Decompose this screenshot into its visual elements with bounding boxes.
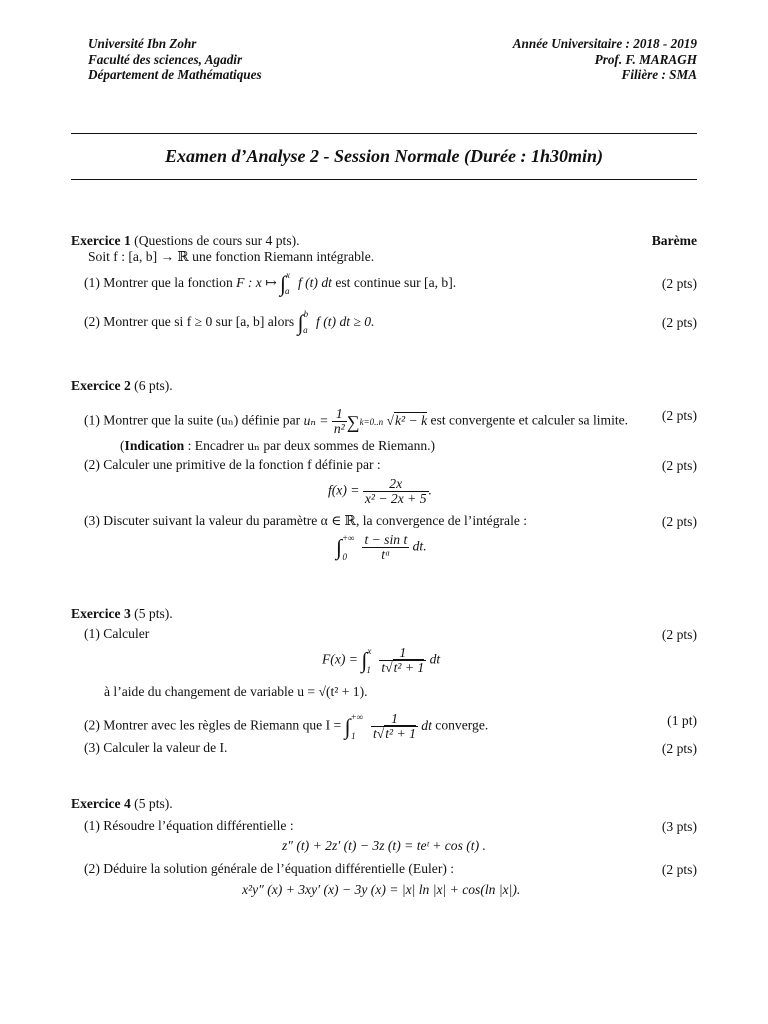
ex4-q1-text-a: Résoudre l’équation différentielle : (103, 818, 294, 833)
ex4-q1-equation: z″ (t) + 2z′ (t) − 3z (t) = teᵗ + cos (t) . (282, 838, 486, 853)
ex2-q3-number: (3) (84, 513, 100, 528)
ex3-q1-formula: F(x) = ∫$^x_1$ $\frac{1}{\text{t√t² + 1}}$ dt (322, 645, 441, 675)
ex4-q2-number: (2) (84, 861, 100, 876)
ex2-q2-points: (2 pts) (661, 458, 697, 473)
ex1-q2-number: (2) (84, 314, 100, 329)
indication-label: Indication (124, 438, 185, 453)
ex4-q2-text-a: Déduire la solution générale de l’équation différentielle (Euler) : (103, 861, 455, 876)
ex1-note: (Questions de cours sur 4 pts). (134, 233, 300, 248)
ex4-q2-equation: x²y″ (x) + 3xy′ (x) − 3y (x) = |x| ln |x| + cos(ln |x|). (242, 882, 521, 897)
ex3-q1-number: (1) (84, 626, 100, 641)
department-name: Département de Mathématiques (88, 67, 262, 82)
ex2-q1-text-b: est convergente et calculer sa limite. (430, 412, 629, 428)
faculty-name: Faculté des sciences, Agadir (88, 51, 243, 67)
ex3-q3-number: (3) (84, 740, 100, 755)
ex2-q1-points: (2 pts) (661, 408, 697, 423)
top-rule (71, 133, 697, 134)
ex3-q2-number: (2) (84, 717, 100, 733)
ex4-q1-number: (1) (84, 818, 100, 833)
university-name: Université Ibn Zohr (88, 36, 197, 51)
header-left (88, 36, 262, 83)
ex1-q1-number: (1) (84, 275, 100, 290)
academic-year: Année Universitaire : 2018 - 2019 (512, 36, 697, 51)
ex3-q1 (84, 626, 149, 642)
ex1-q1-text-a: Montrer que la fonction (103, 275, 233, 290)
ex4-heading: Exercice 4 (71, 796, 131, 811)
ex3-q1-change-of-variable: à l’aide du changement de variable u = √(t² + 1). (104, 684, 368, 699)
exam-title: Examen d’Analyse 2 - Session Normale (Durée : 1h30min) (164, 146, 603, 166)
ex2-q3-points: (2 pts) (661, 514, 697, 529)
ex1-intro: Soit f : [a, b] → ℝ une fonction Riemann intégrable. (88, 249, 375, 264)
ex3-q3 (84, 740, 227, 756)
bottom-rule (71, 179, 697, 180)
ex1-q1-text-b: est continue sur [a, b]. (335, 275, 457, 290)
ex4-heading-line (71, 796, 173, 812)
ex2-q1-text-a: Montrer que la suite (uₙ) définie par (103, 412, 301, 428)
ex1-q2 (84, 309, 375, 335)
ex3-q2-text-b: converge. (435, 717, 489, 733)
ex4-q2-points: (2 pts) (661, 862, 697, 877)
ex1-heading: Exercice 1 (71, 233, 131, 248)
ex2-q2-number: (2) (84, 457, 100, 472)
ex2-q1-number: (1) (84, 412, 100, 428)
ex2-note: (6 pts). (134, 378, 173, 393)
ex3-q3-points: (2 pts) (661, 741, 697, 756)
bareme-label: Barème (651, 233, 697, 248)
ex3-q2-formula: $\int^{+\infty}_1$ $\frac{1}{\text{t√t² + 1}}$ dt (344, 711, 432, 741)
ex1-q2-points: (2 pts) (661, 315, 697, 330)
ex3-note: (5 pts). (134, 606, 173, 621)
filiere: Filière : SMA (621, 67, 697, 82)
ex3-q1-text-a: Calculer (103, 626, 150, 641)
ex2-q3-formula: $\int^{+\infty}_0$ $\frac{\text{t − sin t}}{\text{tᵅ}}$ dt. (336, 532, 427, 562)
ex3-q2 (84, 712, 488, 741)
ex1-heading-line (71, 233, 300, 249)
ex1-q1-points: (2 pts) (661, 276, 697, 291)
ex2-heading: Exercice 2 (71, 378, 131, 393)
ex2-q3-text-a: Discuter suivant la valeur du paramètre α ∈ ℝ, la convergence de l’intégrale : (103, 513, 528, 528)
ex3-q2-text-a: Montrer avec les règles de Riemann que I = (103, 717, 342, 733)
ex4-q1 (84, 818, 294, 834)
professor-name: Prof. F. MARAGH (594, 51, 697, 67)
ex2-indication: (Indication : Encadrer uₙ par deux sommes de Riemann.) (120, 438, 436, 453)
ex3-heading: Exercice 3 (71, 606, 131, 621)
header-right (513, 36, 697, 83)
ex1-q1 (84, 270, 457, 296)
ex4-q1-points: (3 pts) (661, 819, 697, 834)
ex3-q1-points: (2 pts) (661, 627, 697, 642)
ex4-q2 (84, 861, 454, 877)
ex1-q1-formula: F : x ↦ ∫$^x_a$ f (t) dt (236, 270, 332, 296)
ex2-q2 (84, 457, 381, 473)
ex2-q1-formula: uₙ = $\frac{1}{\text{n²}}$ ∑k=0..n √k² − k (303, 406, 428, 436)
ex3-heading-line (71, 606, 173, 622)
ex2-heading-line (71, 378, 173, 394)
ex1-q2-formula: ∫$^b_a$ f (t) dt ≥ 0. (297, 309, 375, 335)
ex3-q2-points: (1 pt) (667, 713, 697, 728)
ex2-q2-formula: f(x) = $\frac{2x}{\text{x² − 2x + 5}}$ . (328, 476, 432, 506)
indication-text: : Encadrer uₙ par deux sommes de Riemann.) (184, 438, 436, 453)
ex3-q3-text-a: Calculer la valeur de I. (103, 740, 228, 755)
ex2-q2-text-a: Calculer une primitive de la fonction f définie par : (103, 457, 381, 472)
ex2-q3 (84, 513, 527, 529)
ex2-q1 (84, 407, 628, 436)
ex4-note: (5 pts). (134, 796, 173, 811)
ex1-q2-text-a: Montrer que si f ≥ 0 sur [a, b] alors (103, 314, 295, 329)
